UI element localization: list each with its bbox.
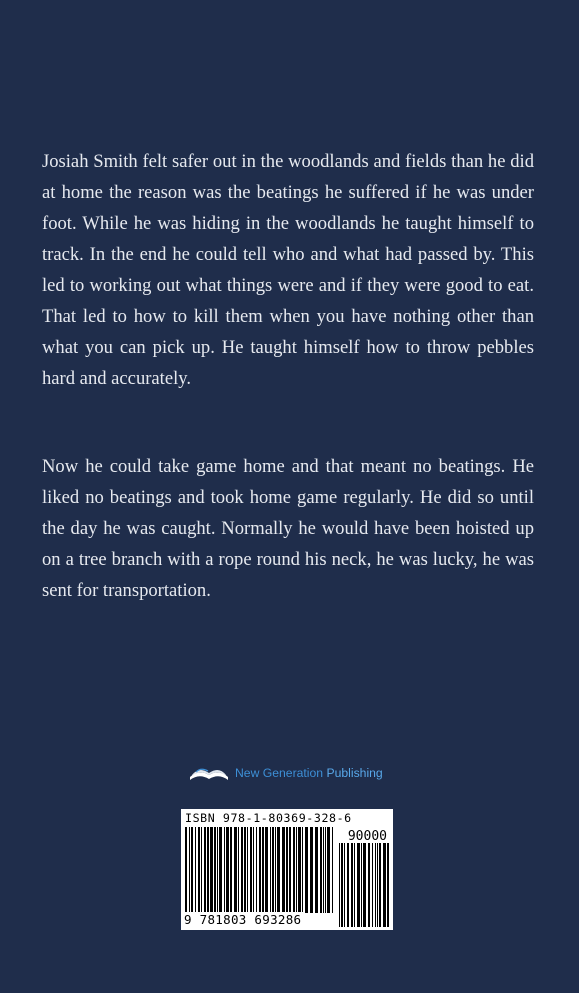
open-book-icon [188, 763, 230, 783]
barcode-bar [234, 827, 237, 913]
barcode-bar [302, 827, 303, 913]
barcode-addon-bar [363, 843, 366, 927]
publisher-name [235, 766, 383, 780]
barcode-addon-bar [379, 843, 381, 927]
blurb-paragraph-2: Now he could take game home and that meant no beatings. He liked no beatings and took home game regularly. He did so until the day he was caught. Normally he would have been hoisted up on a tree branch with a rope round his neck, he was lucky, he was sent for transportation. [42, 456, 534, 601]
barcode-addon-bar [351, 843, 353, 927]
barcode-bar [214, 827, 216, 913]
barcode-addon-bar [347, 843, 349, 927]
barcode-addon-bar [339, 843, 340, 927]
publisher-name-primary: New Generation [235, 766, 324, 780]
barcode-bar [282, 827, 285, 913]
barcode-addon-bar [383, 843, 386, 927]
barcode-addon-bar [387, 843, 389, 927]
barcode-bar [226, 827, 229, 913]
barcode-bar [256, 827, 257, 913]
barcode-bar [241, 827, 243, 913]
barcode-bar [191, 827, 193, 913]
publisher-name-secondary: Publishing [326, 766, 383, 780]
barcode-bar [277, 827, 280, 913]
barcode-bar [332, 827, 333, 913]
barcode-bar [270, 827, 271, 913]
barcode-bar [305, 827, 308, 913]
barcode-bar [217, 827, 218, 913]
barcode-bar [204, 827, 206, 913]
barcode-bar [230, 827, 232, 913]
barcode-addon-bar [368, 843, 370, 927]
barcode-addon-bar [354, 843, 355, 927]
barcode-addon-bar [357, 843, 360, 927]
barcode-addon-bar [375, 843, 376, 927]
barcode-bar [244, 827, 246, 913]
isbn-label: ISBN 978-1-80369-328-6 [185, 811, 352, 825]
barcode-bar [224, 827, 225, 913]
barcode-addon-bar [377, 843, 378, 927]
barcode-bar [247, 827, 248, 913]
barcode-bar [327, 827, 330, 913]
barcode-bar [238, 827, 239, 913]
barcode-bar [289, 827, 291, 913]
barcode-bar [323, 827, 324, 913]
barcode-bar [320, 827, 322, 913]
barcode-bar [185, 827, 187, 913]
barcode-bar [198, 827, 200, 913]
barcode-bar [286, 827, 288, 913]
barcode-bar [207, 827, 209, 913]
barcode-bar [293, 827, 295, 913]
barcode-bar [219, 827, 222, 913]
barcode-addon-bar [372, 843, 373, 927]
barcode-bar [310, 827, 313, 913]
ean-digits: 9 781803 693286 [184, 912, 302, 927]
barcode-bar [262, 827, 264, 913]
barcode-bar [201, 827, 202, 913]
barcode-bar [315, 827, 318, 913]
barcode-bar [253, 827, 254, 913]
barcode-bar [195, 827, 196, 913]
barcode-bar [272, 827, 274, 913]
barcode-bar [250, 827, 252, 913]
price-code: 90000 [347, 829, 387, 844]
barcode-bar [265, 827, 268, 913]
barcode-addon-bar [361, 843, 362, 927]
barcode-addon-bar [341, 843, 343, 927]
barcode-bar [275, 827, 276, 913]
barcode-bar [298, 827, 301, 913]
publisher-imprint [188, 762, 383, 784]
barcode-addon-bar [344, 843, 345, 927]
barcode-bar [325, 827, 326, 913]
barcode-bar [259, 827, 261, 913]
barcode-bar [296, 827, 297, 913]
barcode-bar [210, 827, 213, 913]
barcode-bar [189, 827, 190, 913]
blurb-paragraph-1: Josiah Smith felt safer out in the woodlands and fields than he did at home the reason was the beatings he suffered if he was under foot. While he was hiding in the woodlands he taught himself to track. In the end he could tell who and what had passed by. This led to working out what things were and if they were good to eat. That led to how to kill them when you have nothing other than what you can pick up. He taught himself how to throw pebbles hard and accurately. [42, 151, 534, 389]
isbn-barcode [181, 809, 393, 930]
